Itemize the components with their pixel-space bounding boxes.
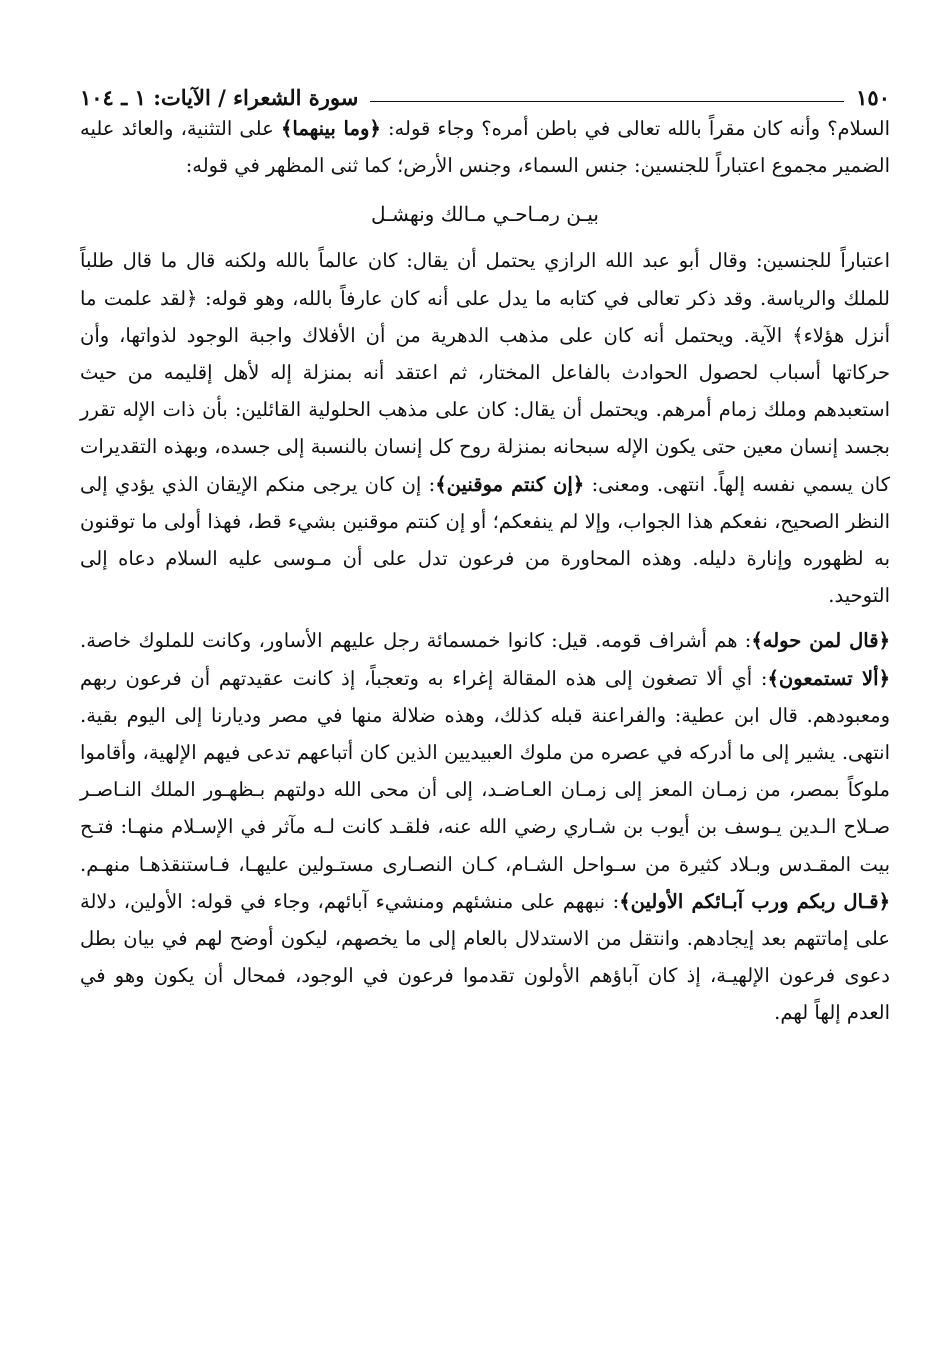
text-segment: : أي ألا تصغون إلى هذه المقالة إغراء به وتعجباً، إذ كانت عقيدتهم أن فرعون ربهم ومعبودهم. قال ابن عطية: والفراعنة قبله كذلك، وهذه ضلالة منها في مصر وديارنا إلى اليوم بقية. انتهى. يشير إلى ما أدركه في عصره من ملوك العبيديين الذين كان أتباعهم تدعى فيهم الإلهية، وأقاموا ملوكاً بمصر، من زمـان المعز إلى زمـان العـاضـد، إلى أن محى الله دولتهم بـظهـور الملك النـاصـر صـلاح الـدين يـوسف بن أيوب بن شـاري رضي الله عنه، فلقـد كانت لـه مآثر في الإسـلام منهـا: فتـح بيت المقـدس وبـلاد كثيرة من سـواحل الشـام، كـان النصـارى مستـولين عليهـا، فـاستنقذهـا منهـم.	[80, 666, 890, 876]
header-rule	[370, 101, 844, 102]
text-segment: : إن كان يرجى منكم الإيقان الذي يؤدي إلى النظر الصحيح، نفعكم هذا الجواب، وإلا لم ينفعكم؛ أو إن كنتم موقنين بشيء قط، فهذا أولى ما توقنون به لظهوره وإنارة دليله. وهذه المحاورة من فرعون تدل على أن مـوسى عليه السلام دعاه إلى التوحيد.	[80, 472, 890, 608]
quran-quote: ﴿ألا تستمعون﴾	[767, 666, 890, 690]
quran-quote: ﴿لقد علمت ما أنزل هؤلاء﴾	[80, 286, 890, 347]
poetry-verse: بيـن رمـاحـي مـالك ونهشـل	[371, 202, 599, 227]
paragraph-2	[80, 242, 890, 614]
quran-quote: ﴿إن كنتم موقنين﴾	[435, 472, 585, 496]
page-number: ١٥٠	[856, 85, 890, 110]
text-segment: السلام؟ وأنه كان مقراً بالله تعالى في باطن أمره؟ وجاء قوله:	[380, 117, 891, 140]
text-segment: على التثنية، والعائد عليه الضمير مجموع اعتباراً للجنسين: جنس السماء، وجنس الأرض؛ كما ثنى المظهر في قوله:	[80, 117, 890, 178]
paragraph-1	[80, 110, 890, 184]
text-segment: اعتباراً للجنسين: وقال أبو عبد الله الرازي يحتمل أن يقال: كان عالماً بالله ولكنه قال ما قال طلباً للملك والرياسة. وقد ذكر تعالى في كتابه ما يدل على أنه كان عارفاً بالله، وهو قوله:	[80, 249, 890, 310]
paragraph-3	[80, 622, 890, 1031]
running-header	[80, 70, 890, 110]
text-segment: الآية. ويحتمل أنه كان على مذهب الدهرية من أن الأفلاك واجبة الوجود لذواتها، وأن حركاتها أسباب لحصول الحوادث بالفاعل المختار، ثم اعتقد أنه بمنزلة إله لأهل إقليمه من حيث استعبدهم وملك زمام أمرهم. ويحتمل أن يقال: كان على مذهب الحلولية القائلين: بأن ذات الإله تقرر بجسد إنسان معين حتى يكون الإله سبحانه بمنزلة روح كل إنسان بالنسبة إلى جسده، وبهذه التقديرات كان يسمي نفسه إلهاً. انتهى. ومعنى:	[80, 323, 890, 496]
quran-quote: ﴿قال لمن حوله﴾	[751, 629, 890, 653]
book-page	[80, 70, 890, 1032]
quran-quote: ﴿قـال ربكم ورب آبـائكم الأولين﴾	[619, 889, 890, 913]
text-segment: : نبههم على منشئهم ومنشيء آبائهم، وجاء في قوله: الأولين، دلالة على إماتتهم بعد إيجادهم. وانتقل من الاستدلال بالعام إلى ما يخصهم، ليكون أوضح لهم في بيان بطل دعوى فرعون الإلهيـة، إذ كان آباؤهم الأولون تقدموا فرعون في الوجود، فمحال أن يكون وهو في العدم إلهاً لهم.	[80, 889, 890, 1025]
surah-title: سورة الشعراء / الآيات: ١ ـ ١٠٤	[80, 85, 359, 110]
quran-quote: ﴿وما بينهما﴾	[280, 117, 381, 140]
text-segment: : هم أشراف قومه. قيل: كانوا خمسمائة رجل عليهم الأساور، وكانت للملوك خاصة.	[80, 629, 752, 653]
